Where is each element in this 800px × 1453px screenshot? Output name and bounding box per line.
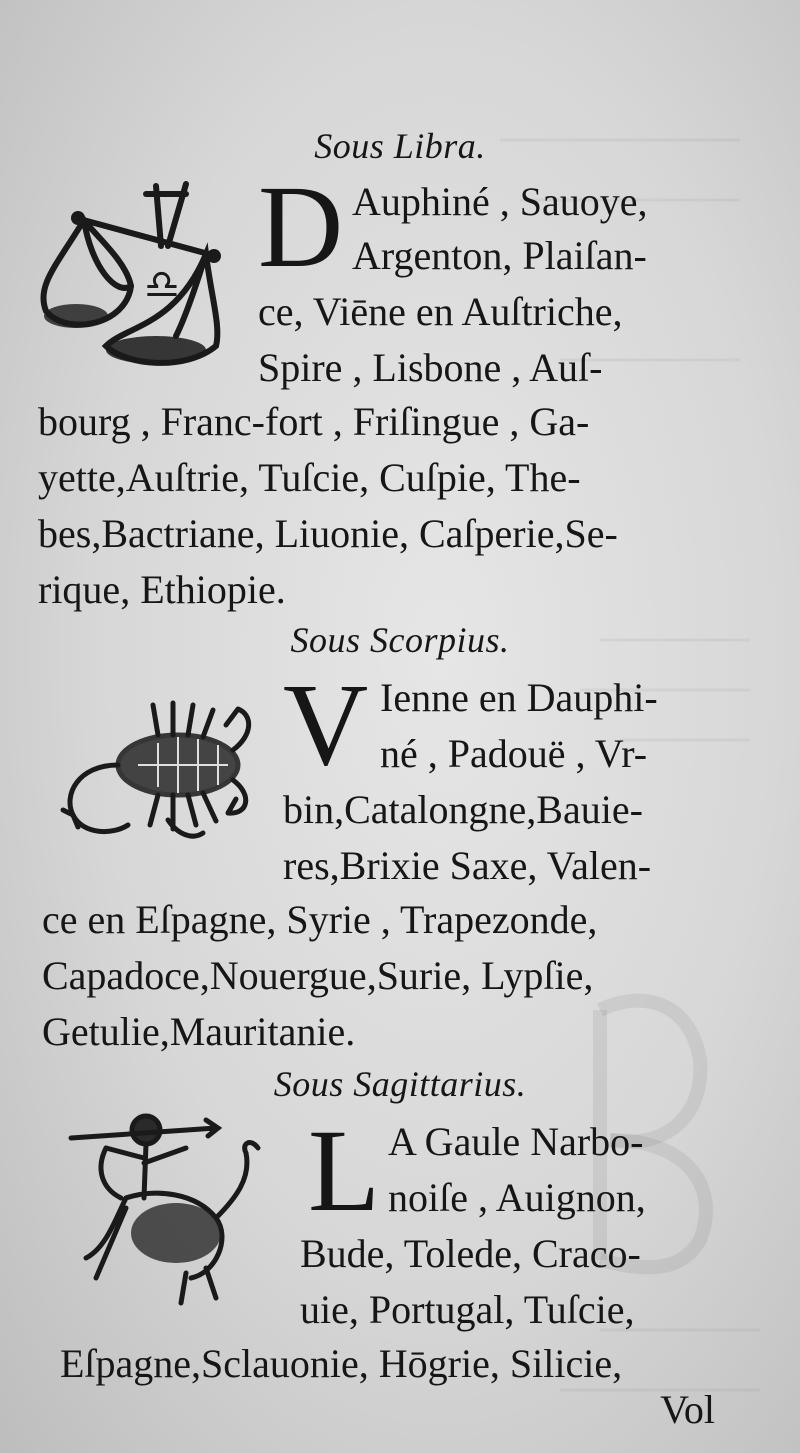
libra-line-8: rique, Ethiopie. (38, 567, 286, 612)
dropcap-l: L (308, 1105, 381, 1236)
scorpius-line-5: ce en Eſpagne, Syrie , Trapezonde, (42, 897, 598, 942)
scorpion-icon (58, 695, 258, 855)
catchword: Vol (660, 1387, 715, 1432)
scorpius-line-2: né , Padouë , Vr- (380, 731, 648, 776)
libra-line-4: Spire , Lisbone , Auſ- (258, 345, 603, 390)
libra-line-5: bourg , Franc-fort , Friſingue , Ga- (38, 399, 590, 444)
section-heading-scorpius: Sous Scorpius. (290, 620, 510, 660)
libra-glyph: ♎ (144, 262, 180, 308)
scorpius-line-1: Ienne en Dauphi- (380, 675, 658, 720)
sagittarius-line-1: A Gaule Narbo- (388, 1119, 644, 1164)
section-heading-libra: Sous Libra. (314, 126, 486, 166)
libra-line-3: ce, Viēne en Auſtriche, (258, 289, 623, 334)
dropcap-d: D (258, 161, 344, 292)
scorpius-line-4: res,Brixie Saxe, Valen- (283, 843, 652, 888)
libra-scales-icon (36, 176, 226, 386)
libra-line-2: Argenton, Plaiſan- (352, 233, 647, 278)
centaur-archer-icon (66, 1108, 266, 1308)
sagittarius-line-3: Bude, Tolede, Craco- (300, 1231, 641, 1276)
libra-line-7: bes,Bactriane, Liuonie, Caſperie,Se- (38, 511, 618, 556)
dropcap-v: V (283, 659, 369, 790)
libra-line-1: Auphiné , Sauoye, (352, 179, 648, 224)
sagittarius-line-2: noiſe , Auignon, (388, 1175, 646, 1220)
section-heading-sagittarius: Sous Sagittarius. (273, 1064, 527, 1104)
scorpius-line-6: Capadoce,Nouergue,Surie, Lypſie, (42, 953, 594, 998)
sagittarius-line-4: uie, Portugal, Tuſcie, (300, 1287, 635, 1332)
scorpius-line-3: bin,Catalongne,Bauie- (283, 787, 643, 832)
sagittarius-line-5: Eſpagne,Sclauonie, Hōgrie, Silicie, (60, 1341, 623, 1386)
libra-line-6: yette,Auſtrie, Tuſcie, Cuſpie, The- (38, 455, 581, 500)
scorpius-line-7: Getulie,Mauritanie. (42, 1009, 356, 1054)
